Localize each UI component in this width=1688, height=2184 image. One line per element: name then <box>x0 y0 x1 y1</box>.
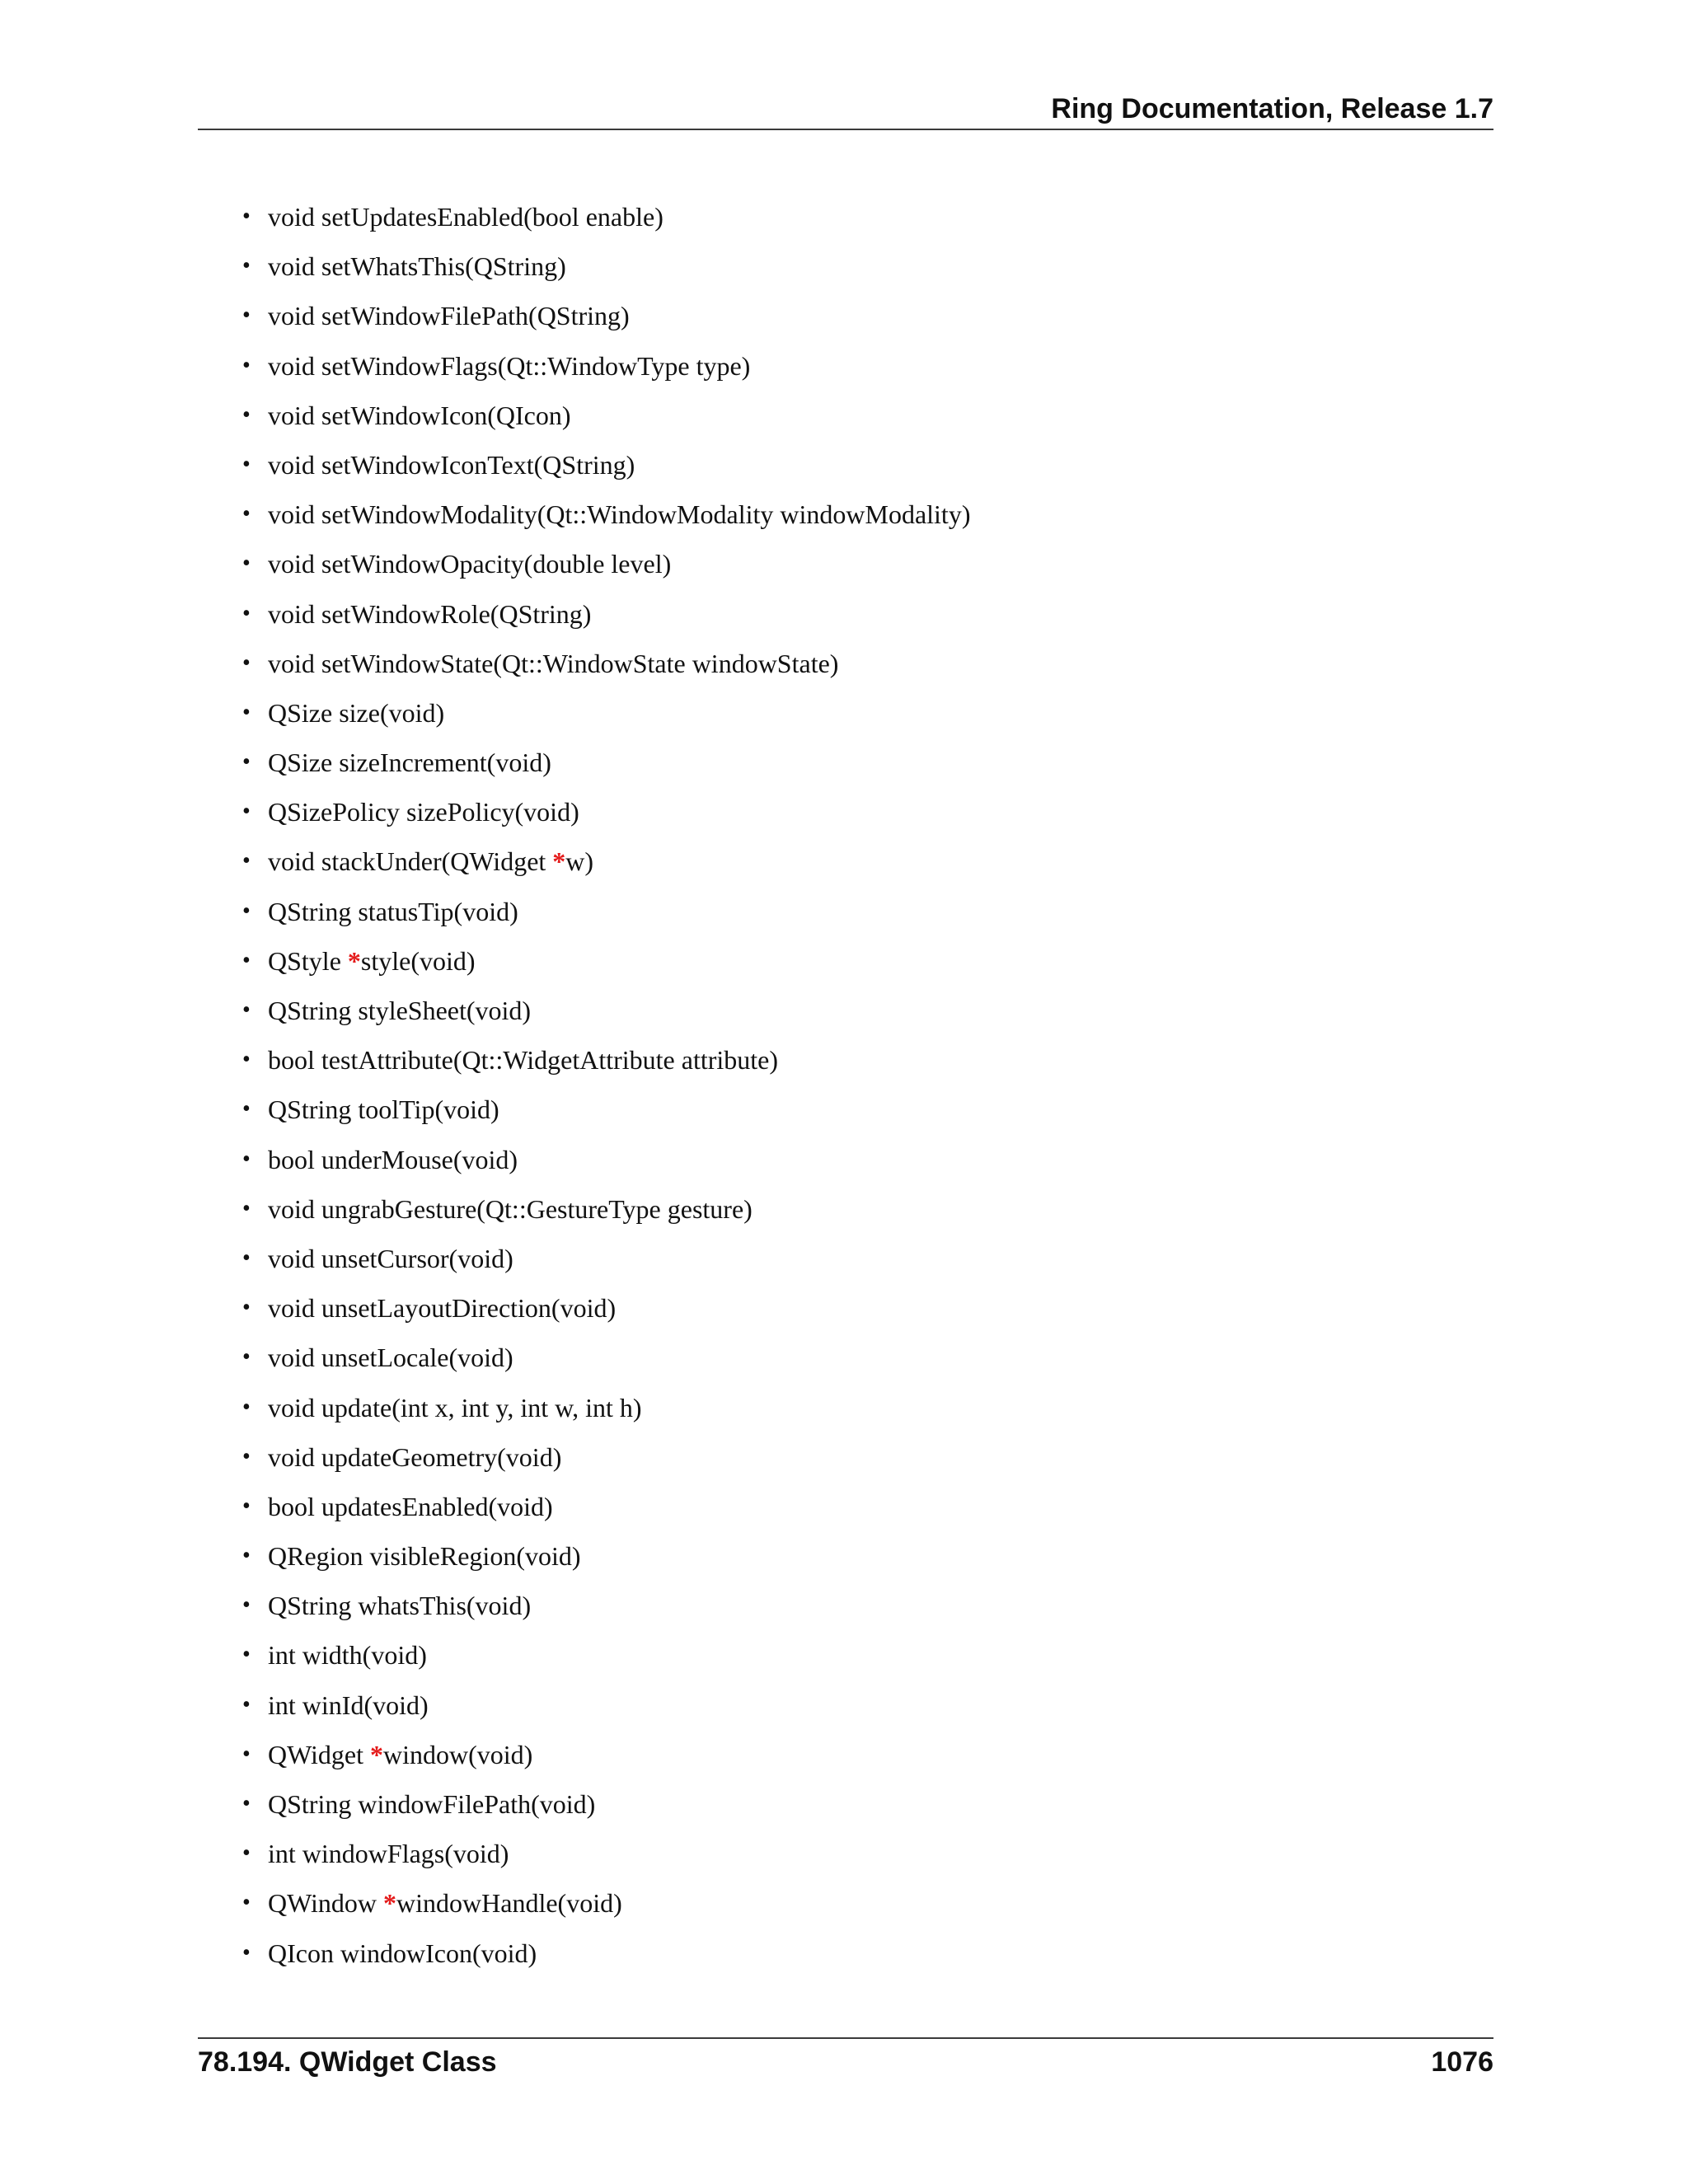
signature-text: void setWhatsThis(QString) <box>268 251 566 282</box>
bullet-icon: • <box>242 1791 251 1816</box>
bullet-icon: • <box>242 1493 251 1519</box>
method-signature <box>268 542 671 585</box>
signature-text: void stackUnder(QWidget <box>268 846 553 877</box>
signature-text-after: windowHandle(void) <box>396 1888 622 1919</box>
bullet-icon: • <box>242 947 251 973</box>
signature-text: QString statusTip(void) <box>268 896 518 926</box>
bullet-icon: • <box>242 1244 251 1271</box>
signature-text: void ungrabGesture(Qt::GestureType gesture) <box>268 1193 753 1224</box>
method-signature <box>268 1485 553 1528</box>
signature-text: void unsetLayoutDirection(void) <box>268 1293 617 1324</box>
signature-text: QString windowFilePath(void) <box>268 1789 596 1819</box>
bullet-icon: • <box>242 749 251 776</box>
bullet-icon: • <box>242 1592 251 1619</box>
pointer-asterisk: * <box>347 945 361 976</box>
signature-text-after: style(void) <box>360 945 476 976</box>
bullet-icon: • <box>242 204 251 229</box>
signature-text: int windowFlags(void) <box>268 1839 509 1869</box>
bullet-icon: • <box>242 1741 251 1767</box>
signature-text: int winId(void) <box>268 1690 429 1720</box>
method-signature <box>268 890 518 933</box>
signature-text: QWindow <box>268 1888 384 1919</box>
bullet-icon: • <box>242 352 251 378</box>
method-signature <box>268 593 591 635</box>
method-signature <box>268 691 444 734</box>
signature-text: bool updatesEnabled(void) <box>268 1491 553 1521</box>
section-title: 78.194. QWidget Class <box>198 2046 497 2078</box>
signature-text: void setWindowRole(QString) <box>268 598 592 629</box>
bullet-icon: • <box>242 1840 251 1867</box>
method-signature <box>268 1584 531 1627</box>
signature-text: bool testAttribute(Qt::WidgetAttribute attribute) <box>268 1045 779 1076</box>
signature-text: void setWindowFlags(Qt::WindowType type) <box>268 350 751 381</box>
bullet-icon: • <box>242 551 251 577</box>
method-signature <box>268 294 630 337</box>
method-signature <box>268 940 476 982</box>
page-header <box>198 89 1493 130</box>
method-signature <box>268 642 838 685</box>
method-signature <box>268 790 579 833</box>
pointer-asterisk: * <box>552 846 566 877</box>
method-signature <box>268 840 593 883</box>
signature-text: QSize sizeIncrement(void) <box>268 748 551 778</box>
signature-text: void setWindowModality(Qt::WindowModality windowModality) <box>268 499 971 530</box>
signature-text: QSizePolicy sizePolicy(void) <box>268 797 579 827</box>
method-signature <box>268 344 750 387</box>
method-signature <box>268 741 551 784</box>
method-signature <box>268 1138 518 1181</box>
bullet-icon: • <box>242 1047 251 1073</box>
method-signature <box>268 1386 642 1429</box>
bullet-icon: • <box>242 1642 251 1668</box>
method-signature <box>268 1286 616 1329</box>
bullet-icon: • <box>242 1394 251 1420</box>
method-signature <box>268 443 635 486</box>
bullet-icon: • <box>242 1344 251 1371</box>
bullet-icon: • <box>242 501 251 527</box>
signature-text: void setWindowState(Qt::WindowState windowState) <box>268 648 839 678</box>
bullet-icon: • <box>242 1295 251 1321</box>
signature-text-after: window(void) <box>383 1739 533 1769</box>
bullet-icon: • <box>242 1691 251 1718</box>
signature-text: QSize size(void) <box>268 697 445 728</box>
method-signature <box>268 1633 427 1676</box>
signature-text: void update(int x, int y, int w, int h) <box>268 1392 642 1422</box>
signature-text: void setWindowOpacity(double level) <box>268 549 672 579</box>
page-footer <box>198 2037 1493 2087</box>
bullet-icon: • <box>242 997 251 1023</box>
bullet-icon: • <box>242 600 251 626</box>
bullet-icon: • <box>242 848 251 874</box>
bullet-icon: • <box>242 799 251 825</box>
bullet-icon: • <box>242 451 251 477</box>
signature-text: void setWindowFilePath(QString) <box>268 301 630 331</box>
method-signature <box>268 245 566 288</box>
method-signature <box>268 1237 513 1280</box>
bullet-icon: • <box>242 699 251 725</box>
signature-text: bool underMouse(void) <box>268 1144 518 1174</box>
bullet-icon: • <box>242 1543 251 1569</box>
method-signature <box>268 195 663 238</box>
bullet-icon: • <box>242 1939 251 1966</box>
document-title: Ring Documentation, Release 1.7 <box>1051 93 1493 124</box>
signature-text: void unsetLocale(void) <box>268 1343 513 1373</box>
bullet-icon: • <box>242 1890 251 1916</box>
method-signature <box>268 1088 499 1131</box>
signature-text: void unsetCursor(void) <box>268 1243 513 1273</box>
signature-text: QStyle <box>268 945 348 976</box>
signature-text: void setWindowIconText(QString) <box>268 449 635 480</box>
bullet-icon: • <box>242 1146 251 1172</box>
pointer-asterisk: * <box>370 1739 384 1769</box>
method-signature <box>268 1932 537 1975</box>
method-signature <box>268 1684 429 1727</box>
signature-text: QString toolTip(void) <box>268 1094 499 1125</box>
method-signature <box>268 1188 753 1230</box>
signature-text: QString whatsThis(void) <box>268 1591 532 1621</box>
signature-text: QString styleSheet(void) <box>268 996 532 1025</box>
signature-text: void updateGeometry(void) <box>268 1441 562 1472</box>
signature-text: void setUpdatesEnabled(bool enable) <box>268 202 663 232</box>
method-signature <box>268 1038 778 1081</box>
signature-text: QIcon windowIcon(void) <box>268 1938 537 1968</box>
method-signature <box>268 1733 532 1776</box>
method-signature <box>268 1436 561 1479</box>
signature-text-after: w) <box>565 846 594 877</box>
bullet-icon: • <box>242 1195 251 1221</box>
bullet-icon: • <box>242 302 251 329</box>
bullet-icon: • <box>242 253 251 279</box>
method-signature <box>268 1882 622 1924</box>
signature-text: int width(void) <box>268 1640 427 1671</box>
method-signature <box>268 1336 513 1379</box>
method-signature <box>268 989 531 1032</box>
signature-text: QWidget <box>268 1739 371 1769</box>
method-signature <box>268 1783 595 1825</box>
bullet-icon: • <box>242 401 251 428</box>
bullet-icon: • <box>242 898 251 924</box>
bullet-icon: • <box>242 1443 251 1469</box>
method-signature <box>268 1535 581 1577</box>
method-signature <box>268 493 970 536</box>
signature-text: QRegion visibleRegion(void) <box>268 1541 581 1572</box>
method-signature <box>268 394 571 437</box>
page-number: 1076 <box>1431 2046 1493 2078</box>
method-signature <box>268 1832 509 1875</box>
pointer-asterisk: * <box>383 1888 397 1919</box>
bullet-icon: • <box>242 649 251 676</box>
bullet-icon: • <box>242 1096 251 1122</box>
signature-text: void setWindowIcon(QIcon) <box>268 400 571 430</box>
